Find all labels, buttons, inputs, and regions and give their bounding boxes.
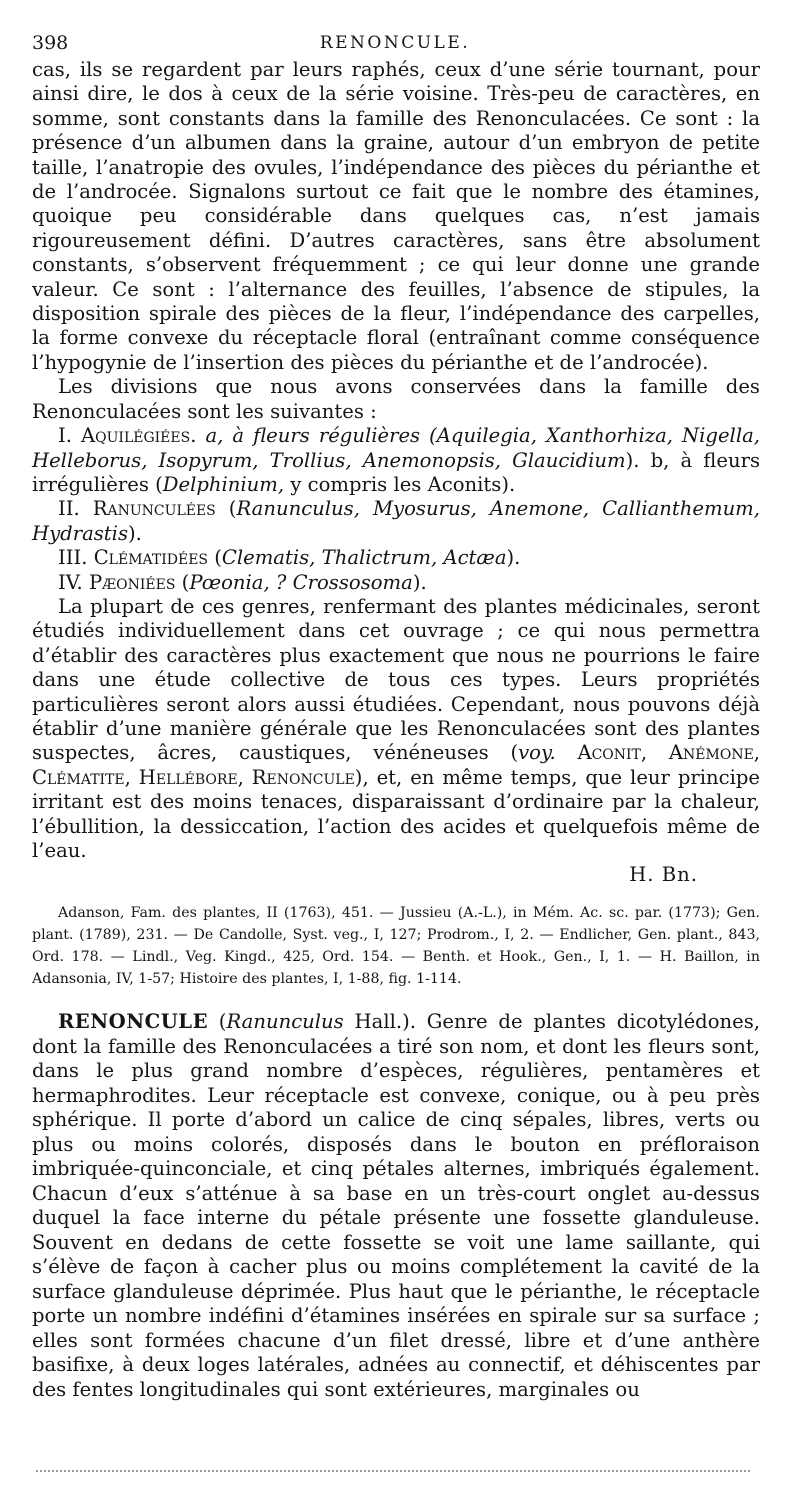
entry-latin-name: Ranunculus bbox=[226, 1010, 344, 1033]
author-signature: H. Bn. bbox=[629, 863, 698, 887]
paragraph-characters: cas, ils se regardent par leurs raphés, ceux d’une série tournant, pour ainsi dire, le dos à ceux de la série voisine. Très-peu de caractères, en somme, sont constants dans la famille des Renonculacées. Ce sont : la présence d’un albumen dans la graine, autour d’un embryon de petite taille, l’anatropie des ovules, l’indépendance des pièces du périanthe et de l’androcée. Signalons surtout ce fait que le nombre des étamines, quoique peu considérable dans quelques cas, n’est jamais rigoureusement défini. D’autres caractères, sans être absolument constants, s’observent fréquemment ; ce qui leur donne une grande valeur. Ce sont : l’alternance des feuilles, l’absence de stipules, la disposition spirale des pièces de la fleur, l’indépendance des carpelles, la forme convexe du réceptacle floral (entraînant comme conséquence l’hypogynie de l’insertion des pièces du périanthe et de l’androcée). bbox=[32, 58, 760, 374]
entry-text: Genre de plantes dicotylédones, dont la famille des Renonculacées a tiré son nom, et dont les fleurs sont, dans le plus grand nombre d’espèces, régulières, pentamères et hermaphrodites. Leur réceptacle est convexe, conique, ou à peu près sphérique. Il porte d’abord un calice de cinq sépales, libres, verts ou plus ou moins colorés, disposés dans le bouton en préfloraison imbriquée-quinconciale, et cinq pétales alternes, imbriqués également. Chacun d’eux s’atténue à sa base en un très-court onglet au-dessus duquel la face interne du pétale présente une fossette glanduleuse. Souvent en dedans de cette fossette se voit une lame saillante, qui s’élève de façon à cacher plus ou moins complétement la cavité de la surface glanduleuse déprimée. Plus haut que le périanthe, le réceptacle porte un nombre indéfini d’étamines insérées en spirale sur sa surface ; elles sont formées chacune d’un filet dressé, libre et d’une anthère basifixe, à deux loges latérales, adnées au connectif, et déhiscentes par des fentes longitudinales qui sont extérieures, marginales ou bbox=[32, 1010, 761, 1401]
entry-headword: RENONCULE bbox=[58, 1010, 208, 1033]
page-bottom-dots bbox=[36, 1470, 750, 1472]
running-title: RENONCULE. bbox=[319, 33, 471, 53]
division-paeoniees: IV. Pæoniées (Pœonia, ? Crossosoma). bbox=[58, 570, 427, 594]
page-header bbox=[32, 28, 758, 58]
main-text bbox=[32, 58, 760, 888]
entry-paragraph: RENONCULE (Ranunculus Hall.). Genre de plantes dicotylédones, dont la famille des Renonculacées a tiré son nom, et dont les fleurs sont, dans le plus grand nombre d’espèces, régulières, pentamères et hermaphrodites. Leur réceptacle est convexe, conique, ou à peu près sphérique. Il porte d’abord un calice de cinq sépales, libres, verts ou plus ou moins colorés, disposés dans le bouton en préfloraison imbriquée-quinconciale, et cinq pétales alternes, imbriqués également. Chacun d’eux s’atténue à sa base en un très-court onglet au-dessus duquel la face interne du pétale présente une fossette glanduleuse. Souvent en dedans de cette fossette se voit une lame saillante, qui s’élève de façon à cacher plus ou moins complétement la cavité de la surface glanduleuse déprimée. Plus haut que le périanthe, le réceptacle porte un nombre indéfini d’étamines insérées en spirale sur sa surface ; elles sont formées chacune d’un filet dressé, libre et d’une anthère basifixe, à deux loges latérales, adnées au connectif, et déhiscentes par des fentes longitudinales qui sont extérieures, marginales ou bbox=[32, 1010, 761, 1401]
entry-renoncule bbox=[32, 1010, 760, 1402]
division-ranunculees: II. Ranunculées (Ranunculus, Myosurus, Anemone, Callianthemum, Hydrastis). bbox=[32, 497, 760, 545]
division-clematidees: III. Clématidées (Clematis, Thalictrum, Actæa). bbox=[58, 546, 521, 570]
reference-list: Adanson, Fam. des plantes, II (1763), 451. — Jussieu (A.-L.), in Mém. Ac. sc. par. (1773); Gen. plant. (1789), 231. — De Candolle, Syst. veg., I, 127; Prodrom., I, 2. — Endlicher, Gen. plant., 843, Ord. 178. — Lindl., Veg. Kingd., 425, Ord. 154. — Benth. et Hook., Gen., I, 1. — H. Baillon, in Adansonia, IV, 1-57; Histoire des plantes, I, 1-88, fig. 1-114. bbox=[32, 905, 760, 987]
division-aquilegiees: I. Aquilégiées. a, à fleurs régulières (Aquilegia, Xanthorhiza, Nigella, Helleborus, Isopyrum, Trollius, Anemonopsis, Glaucidium). b, à fleurs irrégulières (Delphinium, y compris les Aconits). bbox=[32, 424, 761, 496]
page-number: 398 bbox=[32, 32, 69, 54]
paragraph-divisions-intro: Les divisions que nous avons conservées dans la famille des Renonculacées sont les suivantes : bbox=[32, 375, 760, 423]
bibliography bbox=[32, 902, 760, 990]
paragraph-properties: La plupart de ces genres, renfermant des plantes médicinales, seront étudiés individuellement dans cet ouvrage ; ce qui nous permettra d’établir des caractères plus exactement que nous ne pourrions le faire dans une étude collective de tous ces types. Leurs propriétés particulières seront alors aussi étudiées. Cependant, nous pouvons déjà établir d’une manière générale que les Renonculacées sont des plantes suspectes, âcres, caustiques, vénéneuses (voy. Aconit, Anémone, Clématite, Hellébore, Renoncule), et, en même temps, que leur principe irritant est des moins tenaces, disparaissant d’ordinaire par la chaleur, l’ébullition, la dessiccation, l’action des acides et quelquefois même de l’eau. bbox=[32, 594, 761, 862]
